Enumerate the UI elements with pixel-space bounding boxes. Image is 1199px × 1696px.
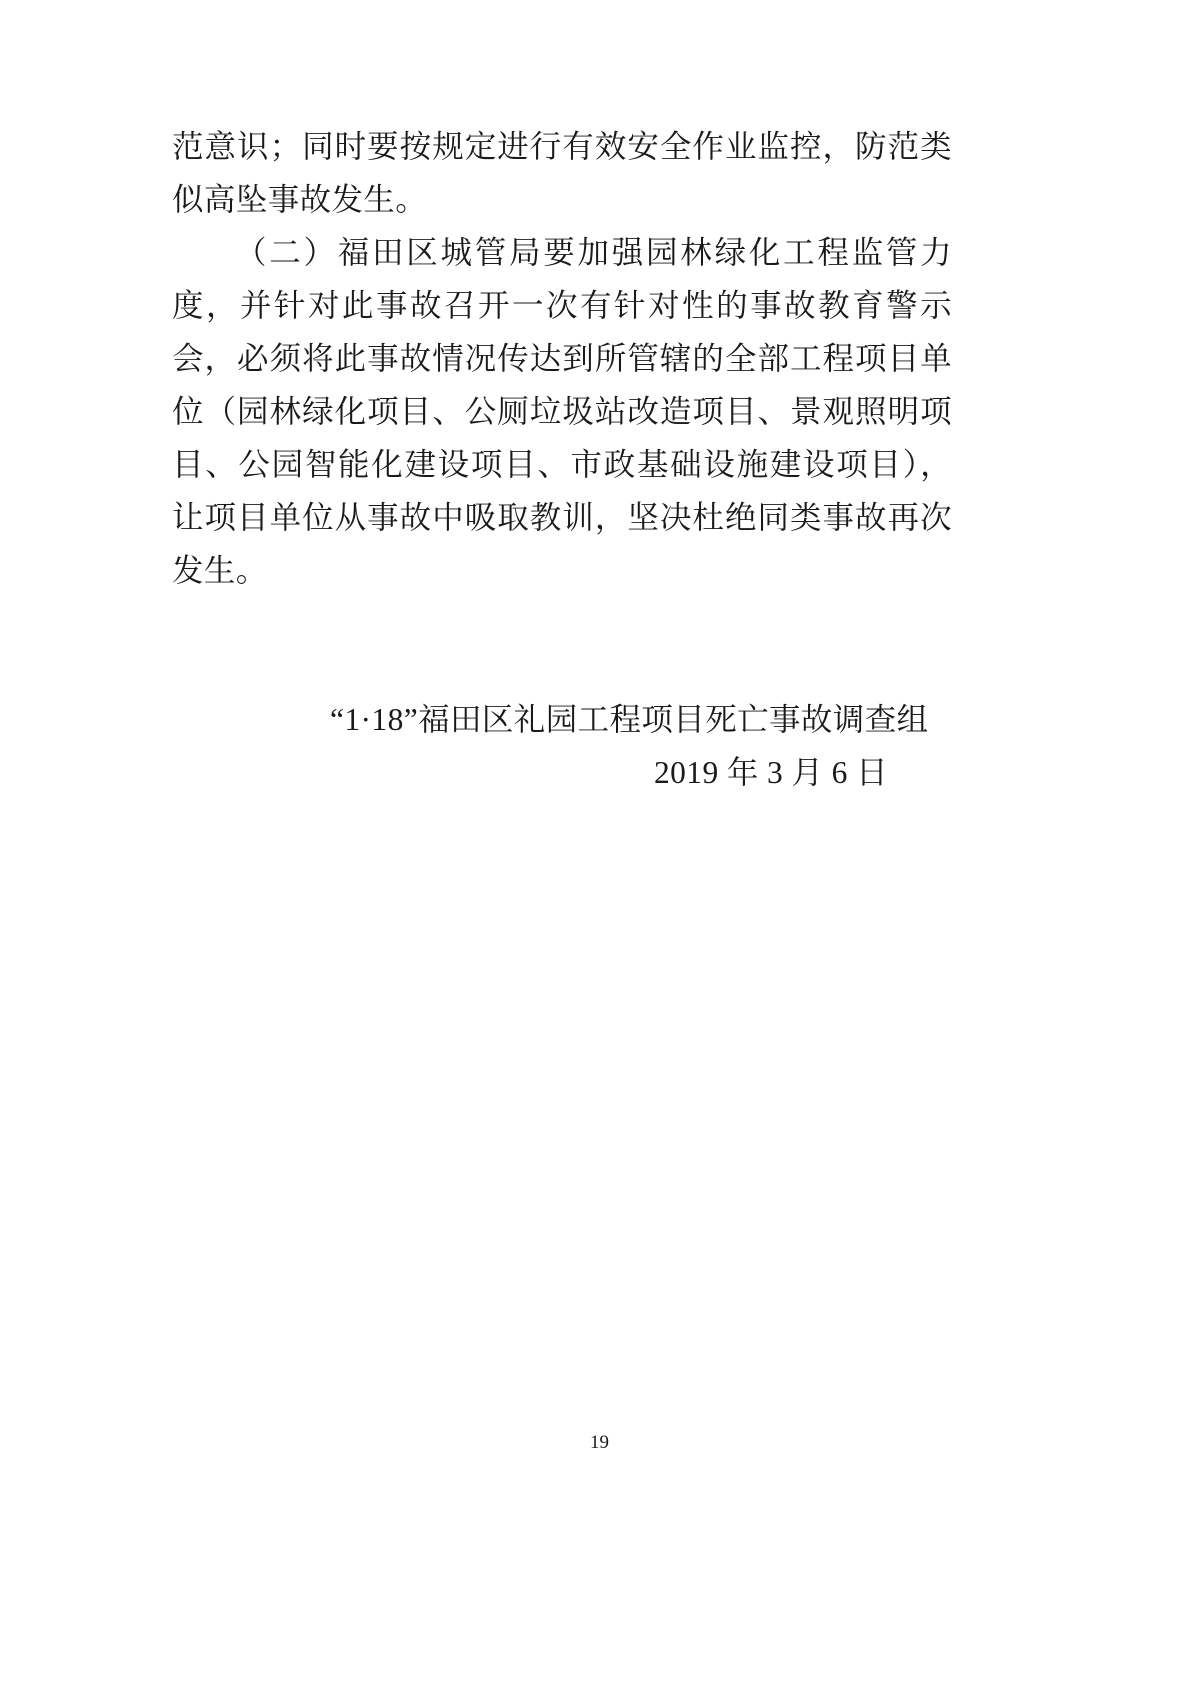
spacer [172, 597, 952, 693]
date-line: 2019 年 3 月 6 日 [654, 755, 888, 790]
signature-line: “1·18”福田区礼园工程项目死亡事故调查组 [330, 702, 929, 737]
paragraph-continuation: 范意识；同时要按规定进行有效安全作业监控，防范类似高坠事故发生。 [172, 129, 952, 217]
page-number: 19 [590, 1432, 609, 1453]
document-body [172, 120, 952, 799]
paragraph-item-two: （二）福田区城管局要加强园林绿化工程监管力度，并针对此事故召开一次有针对性的事故教育警示会，必须将此事故情况传达到所管辖的全部工程项目单位（园林绿化项目、公厕垃圾站改造项目、景观照明项目、公园智能化建设项目、市政基础设施建设项目），让项目单位从事故中吸取教训，坚决杜绝同类事故再次发生。 [172, 235, 952, 588]
